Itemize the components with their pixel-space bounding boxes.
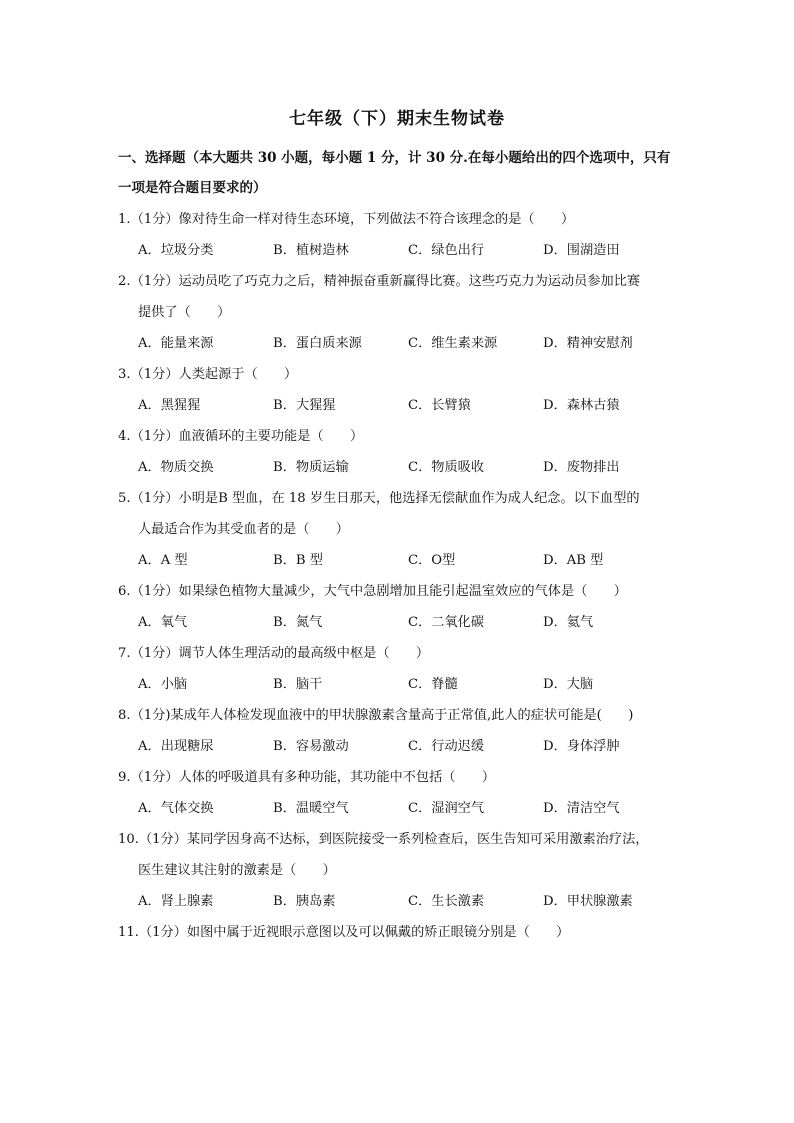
answer-option: B．植树造林 bbox=[273, 243, 349, 258]
answer-option: B．氮气 bbox=[273, 615, 323, 630]
answer-option: B．容易激动 bbox=[273, 739, 349, 754]
answer-options bbox=[118, 793, 683, 824]
question-9 bbox=[118, 762, 683, 824]
question-stem-text: 1.（1分）像对待生命一样对待生态环境，下列做法不符合该理念的是（ ） bbox=[118, 212, 575, 227]
answer-option: B．脑干 bbox=[273, 677, 323, 692]
answer-options bbox=[118, 390, 683, 421]
answer-option: B．B 型 bbox=[273, 553, 323, 568]
question-stem bbox=[118, 483, 683, 545]
answer-options bbox=[118, 886, 683, 917]
answer-option: C．物质吸收 bbox=[408, 460, 485, 475]
answer-option: D．围湖造田 bbox=[543, 243, 620, 258]
exam-title: 七年级（下）期末生物试卷 bbox=[289, 109, 505, 129]
answer-option: D．废物排出 bbox=[543, 460, 620, 475]
question-10 bbox=[118, 824, 683, 917]
answer-options bbox=[118, 328, 683, 359]
answer-options bbox=[118, 452, 683, 483]
question-stem bbox=[118, 576, 683, 607]
question-11 bbox=[118, 917, 683, 948]
answer-option: C．湿润空气 bbox=[408, 801, 485, 816]
answer-option: B．温暖空气 bbox=[273, 801, 349, 816]
answer-option: A．肾上腺素 bbox=[138, 894, 214, 909]
question-stem-text: 10.（1分）某同学因身高不达标，到医院接受一系列检查后，医生告知可采用激素治疗法， bbox=[118, 832, 649, 847]
answer-option: B．蛋白质来源 bbox=[273, 336, 362, 351]
answer-option: B．胰岛素 bbox=[273, 894, 336, 909]
question-1 bbox=[118, 204, 683, 266]
question-stem bbox=[118, 266, 683, 328]
question-6 bbox=[118, 576, 683, 638]
answer-option: A．气体交换 bbox=[138, 801, 214, 816]
question-stem-text: 5.（1分）小明是B 型血，在 18 岁生日那天，他选择无偿献血作为成人纪念。以下血型的 bbox=[118, 491, 640, 506]
question-8 bbox=[118, 700, 683, 762]
question-stem-continuation: 人最适合作为其受血者的是（ ） bbox=[138, 522, 349, 537]
question-7 bbox=[118, 638, 683, 700]
question-stem-text: 11.（1分）如图中属于近视眼示意图以及可以佩戴的矫正眼镜分别是（ ） bbox=[118, 925, 570, 940]
question-list bbox=[118, 204, 683, 948]
question-stem-text: 9.（1分）人体的呼吸道具有多种功能，其功能中不包括（ ） bbox=[118, 770, 496, 785]
answer-option: C．绿色出行 bbox=[408, 243, 485, 258]
question-stem bbox=[118, 359, 683, 390]
answer-option: A．出现糖尿 bbox=[138, 739, 214, 754]
question-2 bbox=[118, 266, 683, 359]
answer-option: A．能量来源 bbox=[138, 336, 214, 351]
question-stem-continuation: 医生建议其注射的激素是（ ） bbox=[138, 863, 336, 878]
answer-option: C．维生素来源 bbox=[408, 336, 498, 351]
answer-option: A．氧气 bbox=[138, 615, 188, 630]
answer-option: D．精神安慰剂 bbox=[543, 336, 633, 351]
answer-option: D．大脑 bbox=[543, 677, 594, 692]
answer-options bbox=[118, 731, 683, 762]
question-stem-text: 2.（1分）运动员吃了巧克力之后，精神振奋重新赢得比赛。这些巧克力为运动员参加比赛 bbox=[118, 274, 641, 289]
answer-options bbox=[118, 607, 683, 638]
answer-option: B．物质运输 bbox=[273, 460, 349, 475]
answer-option: C．脊髓 bbox=[408, 677, 458, 692]
question-stem-text: 8.（1分)某成年人体检发现血液中的甲状腺激素含量高于正常值,此人的症状可能是( ) bbox=[118, 708, 634, 723]
answer-options bbox=[118, 545, 683, 576]
answer-option: A．物质交换 bbox=[138, 460, 214, 475]
section-header: 一、选择题（本大题共 30 小题，每小题 1 分，计 30 分.在每小题给出的四个选项中，只有一项是符合题目要求的） bbox=[118, 150, 671, 196]
question-stem bbox=[118, 824, 683, 886]
answer-option: D．AB 型 bbox=[543, 553, 604, 568]
answer-options bbox=[118, 235, 683, 266]
answer-option: C．长臂猿 bbox=[408, 398, 471, 413]
question-stem-text: 6.（1分）如果绿色植物大量减少，大气中急剧增加且能引起温室效应的气体是（ ） bbox=[118, 584, 627, 599]
answer-options bbox=[118, 669, 683, 700]
answer-option: C．二氧化碳 bbox=[408, 615, 485, 630]
answer-option: D．甲状腺激素 bbox=[543, 894, 633, 909]
answer-option: A．小脑 bbox=[138, 677, 188, 692]
question-5 bbox=[118, 483, 683, 576]
answer-option: A．A 型 bbox=[138, 553, 188, 568]
answer-option: D．身体浮肿 bbox=[543, 739, 620, 754]
question-3 bbox=[118, 359, 683, 421]
question-stem bbox=[118, 700, 683, 731]
question-stem-text: 3.（1分）人类起源于（ ） bbox=[118, 367, 298, 382]
question-stem bbox=[118, 638, 683, 669]
question-stem-text: 7.（1分）调节人体生理活动的最高级中枢是（ ） bbox=[118, 646, 430, 661]
question-stem bbox=[118, 204, 683, 235]
answer-option: B．大猩猩 bbox=[273, 398, 336, 413]
question-stem-continuation: 提供了（ ） bbox=[138, 305, 231, 320]
answer-option: A．黑猩猩 bbox=[138, 398, 201, 413]
answer-option: C．O型 bbox=[408, 553, 456, 568]
answer-option: C．行动迟缓 bbox=[408, 739, 485, 754]
question-stem bbox=[118, 421, 683, 452]
question-stem-text: 4.（1分）血液循环的主要功能是（ ） bbox=[118, 429, 364, 444]
question-4 bbox=[118, 421, 683, 483]
answer-option: D．氦气 bbox=[543, 615, 594, 630]
question-stem bbox=[118, 917, 683, 948]
answer-option: D．森林古猿 bbox=[543, 398, 620, 413]
answer-option: D．清洁空气 bbox=[543, 801, 620, 816]
answer-option: C．生长激素 bbox=[408, 894, 485, 909]
answer-option: A．垃圾分类 bbox=[138, 243, 214, 258]
question-stem bbox=[118, 762, 683, 793]
